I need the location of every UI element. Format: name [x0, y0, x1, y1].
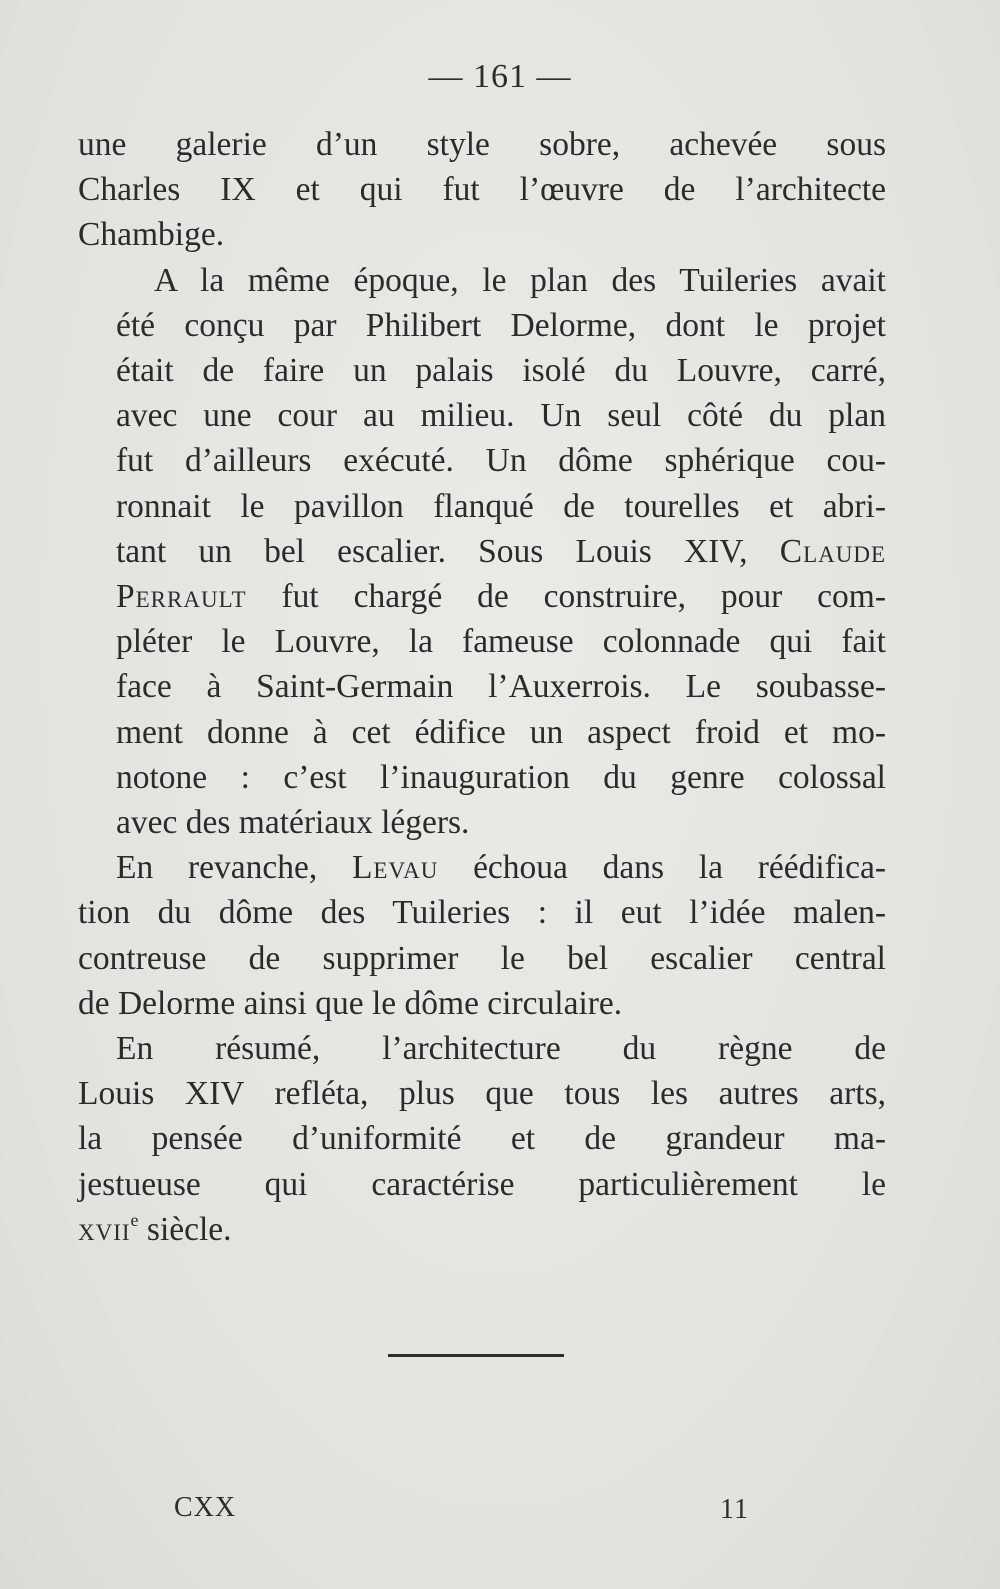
author-name-perrault: Perrault	[116, 578, 247, 616]
text-line	[78, 845, 886, 890]
text-line: de Delorme ainsi que le dôme circulaire.	[78, 984, 623, 1022]
text-line: avec des matériaux légers.	[116, 804, 470, 842]
body-text	[78, 122, 886, 1252]
text-segment: fut chargé de construire, pour com-	[281, 578, 887, 616]
paragraph-3	[78, 845, 886, 1026]
text-line: fut d’ailleurs exécuté. Un dôme sphérique cou-	[116, 442, 886, 480]
paragraph-2	[78, 258, 886, 846]
text-line: jestueuse qui caractérise particulièrement le	[78, 1165, 886, 1203]
author-name-claude: Claude	[779, 532, 886, 570]
text-line: avec une cour au milieu. Un seul côté du plan	[116, 397, 886, 435]
paragraph-4	[78, 1026, 886, 1252]
text-line: Chambige.	[78, 216, 225, 254]
text-segment: échoua dans la réédifica-	[473, 849, 886, 887]
text-segment: tant un bel escalier. Sous Louis XIV,	[116, 532, 748, 570]
superscript-e: e	[130, 1209, 139, 1230]
text-line: En résumé, l’architecture du règne de	[116, 1030, 886, 1068]
text-line: été conçu par Philibert Delorme, dont le projet	[116, 306, 886, 344]
text-line: ronnait le pavillon flanqué de tourelles et abri-	[116, 487, 886, 525]
end-rule	[388, 1354, 564, 1357]
text-line: face à Saint-Germain l’Auxerrois. Le soubasse-	[116, 668, 886, 706]
text-line: ment donne à cet édifice un aspect froid et mo-	[116, 713, 886, 751]
signature-mark-right: 11	[720, 1494, 749, 1525]
text-line: tion du dôme des Tuileries : il eut l’idée malen-	[78, 894, 886, 932]
text-line	[78, 1207, 886, 1252]
text-line: Louis XIV refléta, plus que tous les autres arts,	[78, 1075, 886, 1113]
text-line	[78, 574, 886, 619]
text-line: était de faire un palais isolé du Louvre, carré,	[116, 352, 886, 390]
text-line: A la même époque, le plan des Tuileries avait	[154, 261, 886, 299]
page-number: — 161 —	[428, 58, 572, 95]
paragraph-1	[78, 122, 886, 258]
text-line: notone : c’est l’inauguration du genre colossal	[116, 758, 886, 796]
century-numeral: xvii	[78, 1210, 131, 1248]
text-line	[78, 529, 886, 574]
text-line: contreuse de supprimer le bel escalier central	[78, 939, 886, 977]
text-segment: En revanche,	[116, 849, 318, 887]
text-line: une galerie d’un style sobre, achevée sous	[78, 126, 886, 163]
author-name-levau: Levau	[351, 849, 439, 887]
signature-mark-left: CXX	[174, 1492, 237, 1523]
text-segment: siècle.	[146, 1210, 232, 1248]
text-line: Charles IX et qui fut l’œuvre de l’architecte	[78, 171, 886, 209]
text-line: la pensée d’uniformité et de grandeur ma-	[78, 1120, 886, 1158]
text-line: pléter le Louvre, la fameuse colonnade qui fait	[116, 623, 886, 661]
